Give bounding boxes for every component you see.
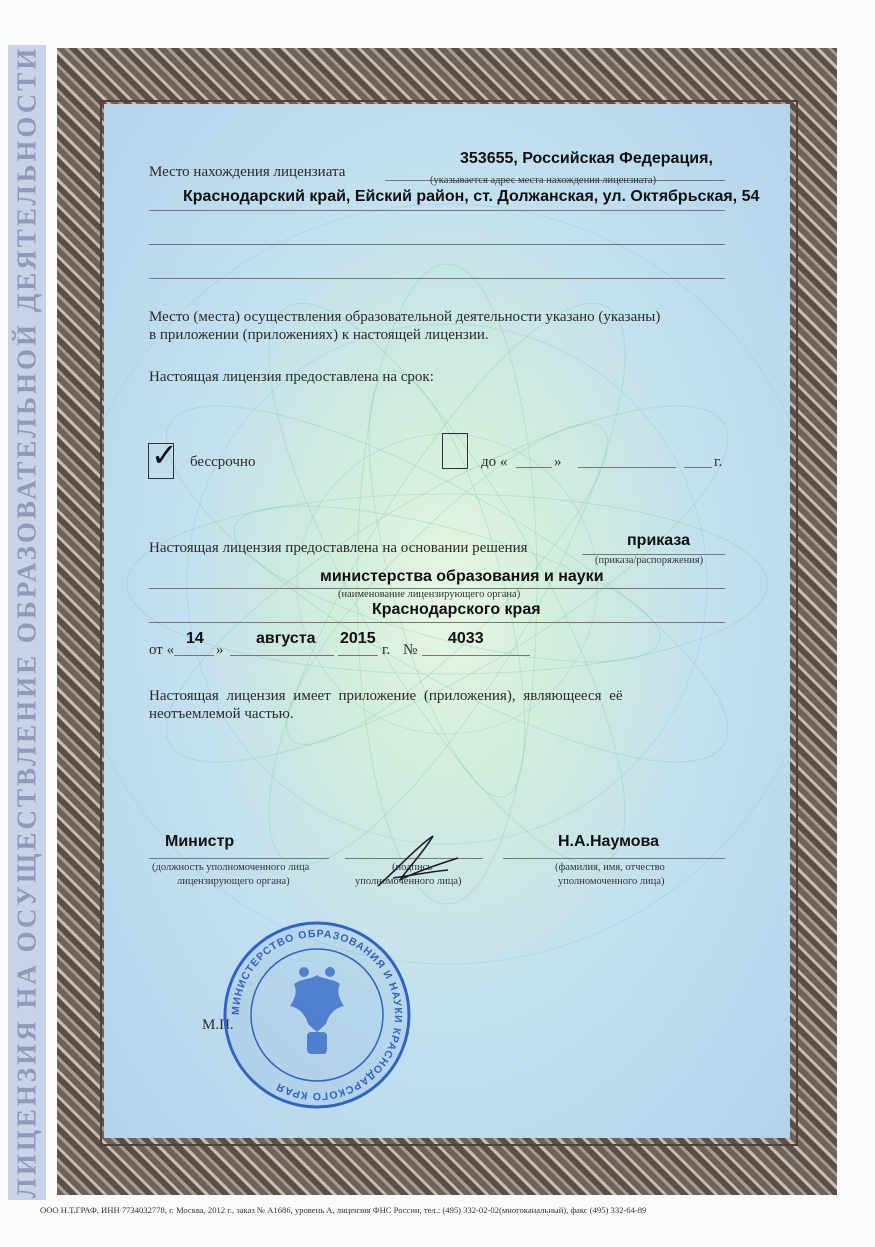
month-line [230,655,334,656]
decision-number: 4033 [448,630,484,647]
year-suffix: г. [382,642,391,658]
check-icon: ✓ [151,436,178,474]
appendix-text-2: неотъемлемой частью. [149,706,294,722]
decision-month: августа [256,630,316,647]
until-prefix: до « [481,454,508,470]
name-line [503,858,725,859]
unlimited-checkbox [148,436,178,479]
address-label: Место нахождения лицензиата [149,164,346,180]
until-year-line [684,467,712,468]
address-line-3 [149,244,725,245]
position-hint-1: (должность уполномоченного лица [152,862,310,873]
decision-day: 14 [186,630,204,647]
places-text-2: в приложении (приложениях) к настоящей лицензии. [149,327,489,343]
position-hint-2: лицензирующего органа) [177,876,290,887]
sign-hint-1: (подпись [392,862,433,873]
number-prefix: № [403,642,418,658]
until-suffix: г. [714,454,723,470]
authority-line-1: министерства образования и науки [320,568,604,585]
until-month-line [578,467,676,468]
places-text-1: Место (места) осуществления образовательной деятельности указано (указаны) [149,309,661,325]
stamp-text: МИНИСТЕРСТВО ОБРАЗОВАНИЯ И НАУКИ КРАСНОДАРСКОГО КРАЯ [229,927,405,1103]
authority-line-2: Краснодарского края [372,601,541,618]
decision-year: 2015 [340,630,376,647]
term-label: Настоящая лицензия предоставлена на срок: [149,369,434,385]
address-hint: (указывается адрес места нахождения лицензиата) [430,175,657,186]
decision-hint: (приказа/распоряжения) [595,555,704,566]
signature [338,828,468,898]
name-hint-1: (фамилия, имя, отчество [555,862,665,873]
authority-line-2-rule [149,622,725,623]
position-line [149,858,329,859]
address-line-2 [149,210,725,211]
sign-hint-2: уполномоченного лица) [355,876,462,887]
official-stamp [222,920,412,1110]
year-line [338,655,378,656]
rosette-pattern [104,104,790,1138]
day-line [174,655,214,656]
until-mid: » [554,454,562,470]
number-line [422,655,530,656]
address-value-2: Краснодарский край, Ейский район, ст. Должанская, ул. Октябрьская, 54 [183,188,760,205]
address-line-4 [149,278,725,279]
address-value-1: 353655, Российская Федерация, [460,150,713,167]
day-close: » [216,642,224,658]
from-prefix: от « [149,642,175,658]
side-title: ЛИЦЕНЗИЯ НА ОСУЩЕСТВЛЕНИЕ ОБРАЗОВАТЕЛЬНОЙ ДЕЯТЕЛЬНОСТИ [11,45,42,1199]
security-background [104,104,790,1138]
name-hint-2: уполномоченного лица) [558,876,665,887]
until-checkbox [442,433,468,469]
basis-label: Настоящая лицензия предоставлена на основании решения [149,540,528,556]
signer-position: Министр [165,833,235,850]
seal-label: М.П. [202,1017,234,1033]
printer-footer: ООО Н.Т.ГРАФ, ИНН 7734032778, г. Москва, 2012 г., заказ № А1686, уровень А, лицензия ФНС России, тел.: (495) 332-02-02(многоканальный), факс (495) 332-64-89 [40,1205,647,1215]
signer-name: Н.А.Наумова [558,833,660,850]
appendix-text-1: Настоящая лицензия имеет приложение (приложения), являющееся её [149,688,623,704]
authority-hint: (наименование лицензирующего органа) [338,589,521,600]
decision-type: приказа [627,532,691,549]
until-day-line [516,467,552,468]
unlimited-label: бессрочно [190,454,256,470]
